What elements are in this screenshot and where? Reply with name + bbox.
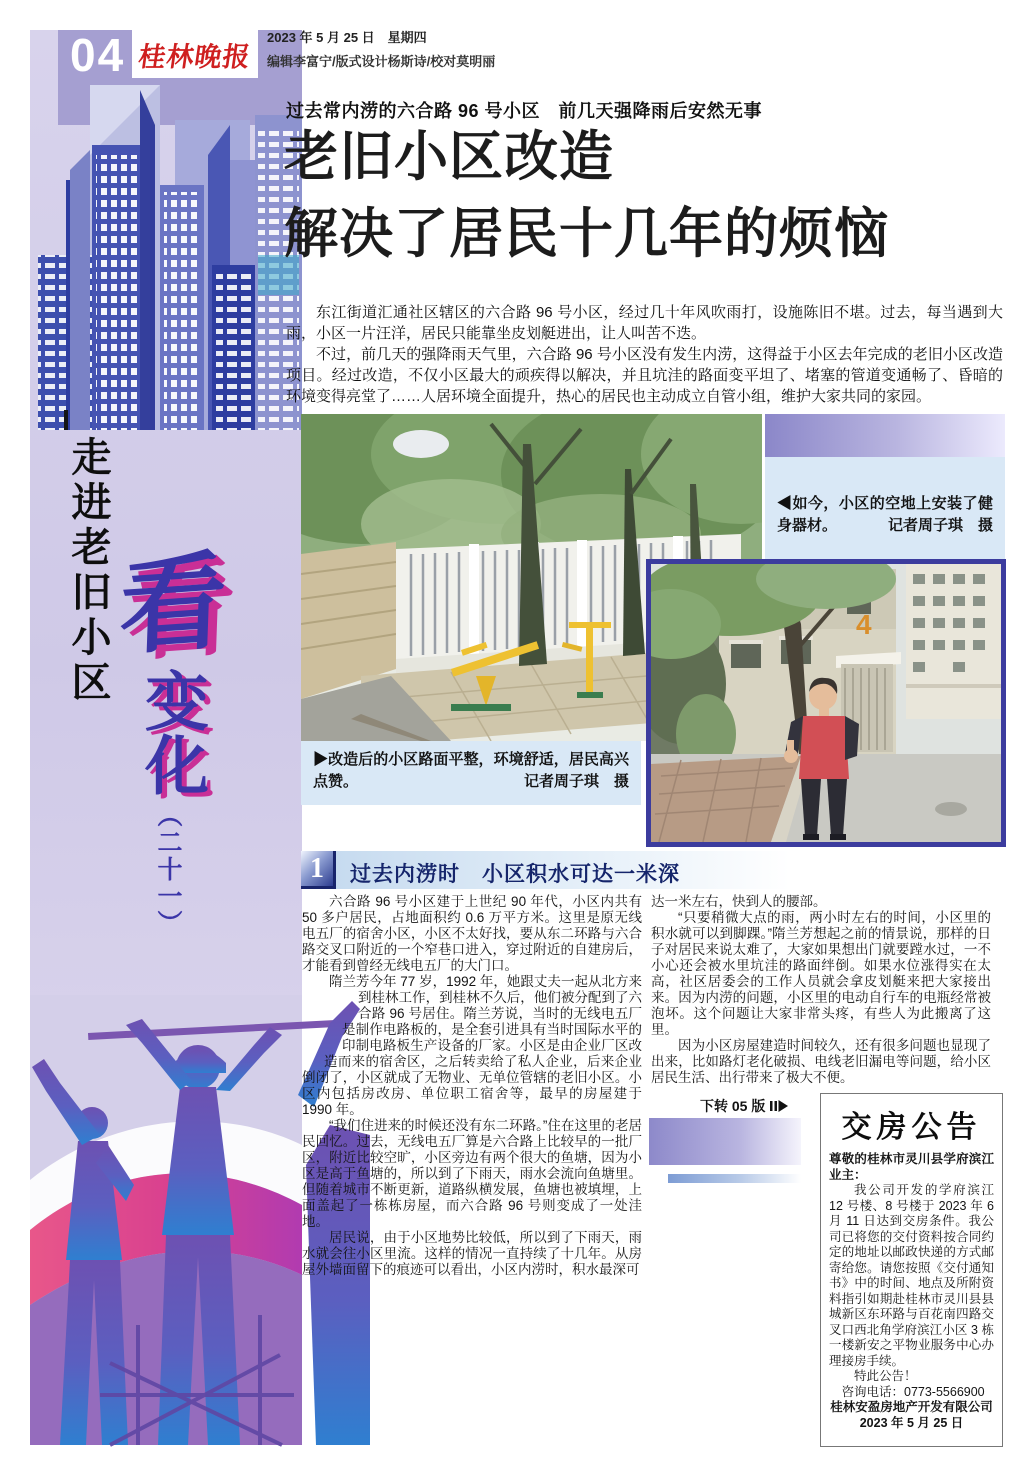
photo-credit: 记者周子琪 摄 bbox=[887, 517, 993, 534]
section-header bbox=[301, 851, 790, 889]
notice-closing: 特此公告！ bbox=[854, 1369, 917, 1383]
jump-arrow-icon bbox=[770, 1100, 788, 1112]
body-paragraph: 达一米左右，快到人的腰部。 bbox=[651, 894, 827, 909]
page-number: 04 bbox=[70, 29, 126, 81]
city-skyline-illustration bbox=[30, 30, 302, 430]
series-big-words: 变化 bbox=[136, 668, 208, 796]
dateline: 2023 年 5 月 25 日 星期四 bbox=[267, 30, 427, 45]
photo-resident-thumbs-up bbox=[646, 559, 1006, 847]
decorative-purple-bar bbox=[649, 1118, 801, 1165]
body-column-left bbox=[302, 894, 642, 1278]
series-title: 走进老旧小区 bbox=[66, 436, 111, 706]
decorative-blue-bar bbox=[668, 1174, 801, 1183]
section-title: 过去内涝时 小区积水可达一米深 bbox=[350, 863, 680, 886]
series-title-tick bbox=[64, 410, 68, 430]
headline-line1: 老旧小区改造 bbox=[284, 127, 614, 187]
kicker: 过去常内涝的六合路 96 号小区 前几天强降雨后安然无事 bbox=[286, 101, 763, 121]
body-paragraph: 因为小区房屋建造时间较久，还有很多问题也显现了出来，比如路灯老化破损、电线老旧漏电等问题，给小区居民生活、出行带来了极大不便。 bbox=[651, 1038, 991, 1085]
notice-salutation: 尊敬的桂林市灵川县学府滨江业主： bbox=[829, 1152, 994, 1182]
body-column-right bbox=[651, 894, 991, 1086]
body-paragraph: 隋兰芳今年 77 岁，1992 年，她跟丈夫一起从北方来到桂林工作，到桂林不久后，他们被分配到了六合路 96 号居住。隋兰芳说，当时的无线电五厂是制作电路板的，是全套引进具有当时国际水平的印制电路板生产设备的厂家。小区是由企业厂区改造而来的宿舍区，之后转卖给了私人企业，后来企业倒闭了，小区就成了无物业、无单位管辖的老旧小区。小区内包括房改房、单位职工宿舍等，最早的房屋建于 1990 年。 bbox=[302, 974, 642, 1117]
caption-road-photo bbox=[301, 741, 641, 805]
text-wrap-spacer bbox=[302, 996, 358, 1020]
arrow-right-icon: ▶ bbox=[313, 751, 329, 768]
caption-text: 如今，小区的空地上安装了健身器材。 bbox=[777, 495, 993, 534]
notice-body bbox=[829, 1152, 994, 1431]
notice-date: 2023 年 5 月 25 日 bbox=[859, 1415, 964, 1430]
notice-phone: 咨询电话：0773-5566900 bbox=[841, 1384, 985, 1399]
series-episode-number: （二十一） bbox=[154, 802, 182, 937]
jump-note-text: 下转 05 版 bbox=[700, 1098, 766, 1114]
series-big-character: 看 bbox=[117, 542, 229, 668]
notice-company: 桂林安盈房地产开发有限公司 bbox=[830, 1400, 993, 1414]
editor-credits: 编辑李富宁/版式设计杨斯诗/校对莫明丽 bbox=[267, 54, 496, 69]
photo-credit: 记者周子琪 摄 bbox=[523, 773, 629, 790]
notice-title: 交房公告 bbox=[841, 1111, 982, 1144]
caption-text: 改造后的小区路面平整，环境舒适，居民高兴点赞。 bbox=[313, 751, 629, 790]
notice-paragraph: 我公司开发的学府滨江 12 号楼、8 号楼于 2023 年 6 月 11 日达到交房条件。我公司已将您的交付资料按合同约定的地址以邮政快递的方式邮寄给您。请您按照《交付通知书》中的时间、地点及所附资料指引如期赴桂林市灵川县县城新区东环路与百花南四路交叉口西北角学府滨江小区 3 栋一楼新安之平物业服务中心办理接房手续。 bbox=[829, 1183, 994, 1368]
decorative-gradient-bar bbox=[765, 414, 1005, 457]
handover-notice-box bbox=[820, 1093, 1003, 1447]
body-paragraph: 居民说，由于小区地势比较低，所以到了下雨天，雨水就会往小区里流。这样的情况一直持续了十几年。从房屋外墙面留下的痕迹可以看出，小区内涝时，积水最深可 bbox=[302, 1230, 642, 1277]
masthead-logo: 桂林晚报 bbox=[136, 41, 253, 72]
text-wrap-spacer bbox=[302, 1020, 342, 1044]
body-paragraph: “我们住进来的时候还没有东二环路。”住在这里的老居民回忆。过去，无线电五厂算是六合路上比较早的一批厂区，附近比较空旷，小区旁边有两个很大的鱼塘，因为小区是高于鱼塘的，所以到了下雨天，雨水会流向鱼塘里。但随着城市不断更新，道路纵横发展，鱼塘也被填埋，上面盖起了一栋栋房屋，而六合路 96 号则变成了一处洼地。 bbox=[302, 1118, 642, 1229]
lead-paragraph: 不过，前几天的强降雨天气里，六合路 96 号小区没有发生内涝，这得益于小区去年完成的老旧小区改造项目。经过改造，不仅小区最大的顽疾得以解决，并且坑洼的路面变平坦了、堵塞的管道变通畅了、昏暗的环境变得亮堂了……人居环境全面提升，热心的居民也主动成立自管小组，维护大家共同的家园。 bbox=[286, 346, 1003, 405]
body-paragraph: 六合路 96 号小区建于上世纪 90 年代，小区内共有 50 多户居民，占地面积约 0.6 万平方米。这里是原无线电五厂的宿舍小区，小区不太好找，要从东二环路与六合路交叉口附近的一个窄巷口进入，穿过附近的自建房后，才能看到曾经无线电五厂的大门口。 bbox=[302, 894, 642, 973]
lead-paragraphs bbox=[286, 302, 1003, 407]
body-paragraph: “只要稍微大点的雨，两小时左右的时间，小区里的积水就可以到脚踝。”隋兰芳想起之前的情景说，那样的日子对居民来说太难了，大家如果想出门就要蹚水过，一不小心还会被水里坑洼的路面绊倒。如果水位涨得实在太高，社区居委会的工作人员就会拿皮划艇来把大家接出来。因为内涝的问题，小区里的电动自行车的电瓶经常被泡坏。这个问题让大家非常头疼，有些人为此搬离了这里。 bbox=[651, 910, 991, 1037]
text-wrap-spacer bbox=[302, 1044, 324, 1068]
masthead-box bbox=[132, 30, 258, 78]
building-number: 4 bbox=[856, 609, 872, 640]
section-number: 1 bbox=[301, 851, 336, 889]
caption-fitness-photo bbox=[765, 457, 1005, 559]
lead-paragraph: 东江街道汇通社区辖区的六合路 96 号小区，经过几十年风吹雨打，设施陈旧不堪。过去，每当遇到大雨，小区一片汪洋，居民只能靠坐皮划艇进出，让人叫苦不迭。 bbox=[286, 304, 1003, 342]
headline-line2: 解决了居民十几年的烦恼 bbox=[284, 204, 889, 264]
arrow-left-icon: ◀ bbox=[777, 495, 793, 512]
